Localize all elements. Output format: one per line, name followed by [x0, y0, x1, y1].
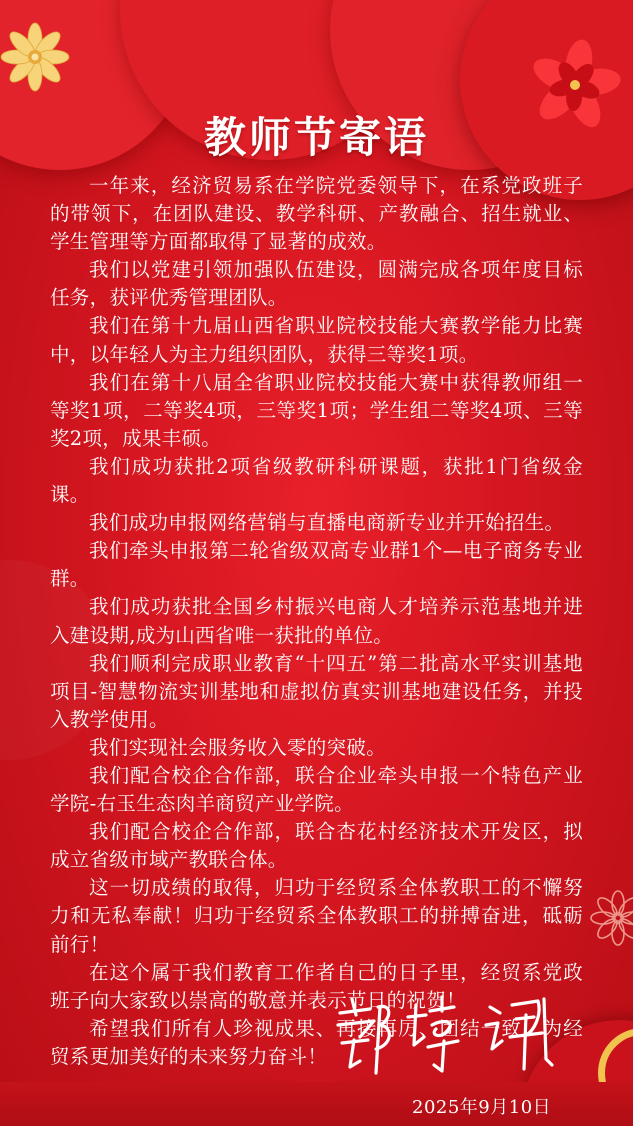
handwritten-signature — [330, 985, 560, 1080]
gold-flower-icon — [0, 22, 70, 92]
paragraph: 一年来，经济贸易系在学院党委领导下，在系党政班子的带领下，在团队建设、教学科研、产教融合、招生就业、学生管理等方面都取得了显著的成效。 — [50, 174, 583, 254]
paragraph: 我们配合校企合作部，联合杏花村经济技术开发区，拟成立省级市域产教联合体。 — [50, 820, 583, 872]
paragraph: 我们实现社会服务收入零的突破。 — [89, 735, 387, 759]
paragraph: 我们配合校企合作部，联合企业牵头申报一个特色产业学院-右玉生态肉羊商贸产业学院。 — [50, 763, 583, 816]
paragraph: 希望我们所有人珍视成果、再接再厉、团结一致，为经贸系更加美好的未来努力奋斗！ — [50, 1016, 583, 1068]
paragraph: 我们成功申报网络营销与直播电商新专业并开始招生。 — [89, 511, 565, 535]
paragraph: 我们成功获批全国乡村振兴电商人才培养示范基地并进入建设期,成为山西省唯一获批的单位。 — [50, 595, 583, 647]
message-body — [50, 172, 583, 1071]
paragraph: 这一切成绩的取得，归功于经贸系全体教职工的不懈努力和无私奉献！归功于经贸系全体教职工的拼搏奋进，砥砺前行！ — [50, 876, 583, 956]
paragraph: 我们顺利完成职业教育“十四五”第二批高水平实训基地项目-智慧物流实训基地和虚拟仿真实训基地建设任务，并投入教学使用。 — [50, 651, 583, 731]
paragraph: 我们以党建引领加强队伍建设，圆满完成各项年度目标任务，获评优秀管理团队。 — [50, 258, 583, 310]
outline-flower-icon — [588, 888, 633, 948]
paragraph: 在这个属于我们教育工作者自己的日子里，经贸系党政班子向大家致以崇高的敬意并表示节日的祝贺！ — [50, 960, 583, 1012]
paragraph: 我们在第十九届山西省职业院校技能大赛教学能力比赛中，以年轻人为主力组织团队，获得三等奖1项。 — [50, 314, 583, 366]
date-label: 2025年9月10日 — [412, 1097, 552, 1118]
paragraph: 我们在第十八届全省职业院校技能大赛中获得教师组一等奖1项，二等奖4项，三等奖1项；学生组二等奖4项、三等奖2项，成果丰硕。 — [50, 370, 583, 450]
paragraph: 我们成功获批2项省级教研科研课题，获批1门省级金课。 — [50, 454, 583, 507]
paragraph: 我们牵头申报第二轮省级双高专业群1个—电子商务专业群。 — [50, 539, 583, 591]
page-title: 教师节寄语 — [203, 113, 429, 162]
